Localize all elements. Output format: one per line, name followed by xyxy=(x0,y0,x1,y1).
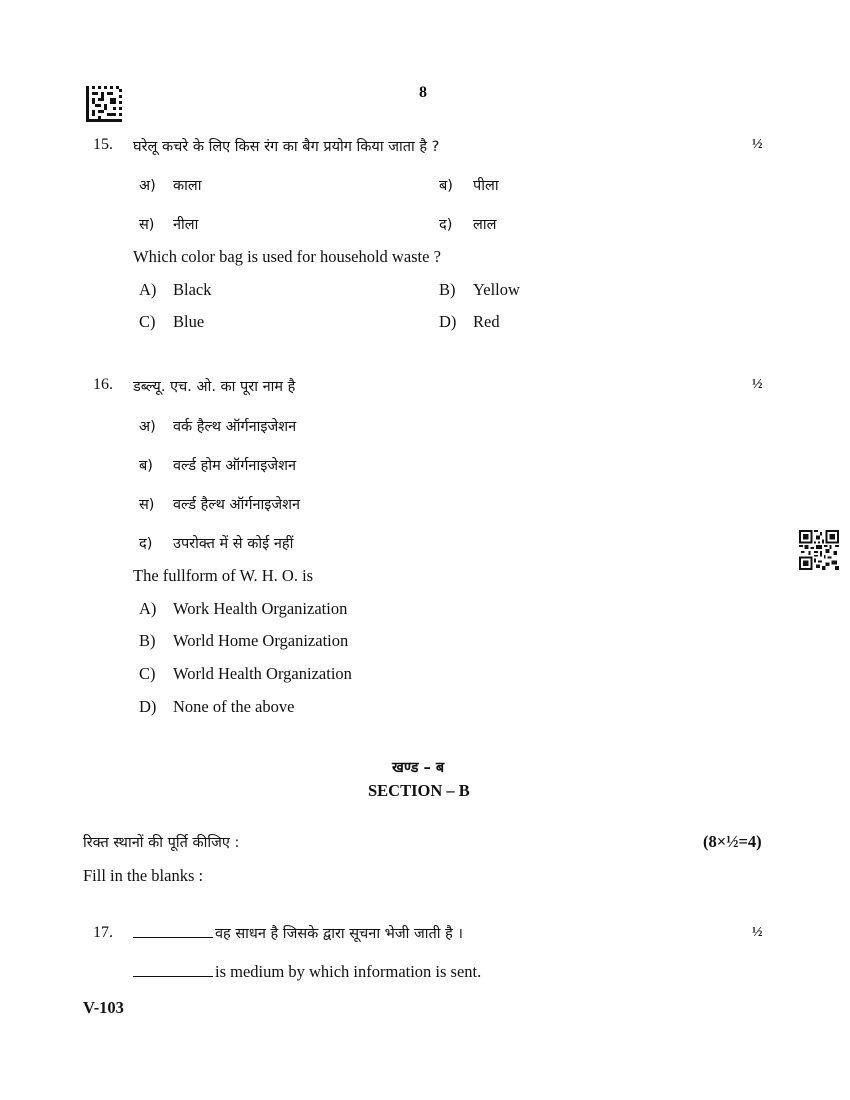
qr-code xyxy=(799,530,839,570)
option-text: Blue xyxy=(173,312,205,331)
option-english-c xyxy=(139,312,204,332)
option-english-b xyxy=(139,631,348,651)
option-text: World Health Organization xyxy=(173,664,352,683)
question-marks: ½ xyxy=(752,925,763,940)
option-label: ब) xyxy=(439,178,453,194)
option-label: अ) xyxy=(139,419,156,435)
option-label: द) xyxy=(439,217,453,233)
option-hindi-a xyxy=(139,416,296,436)
section-title-english: SECTION – B xyxy=(368,781,470,800)
option-text: वर्क हैल्थ ऑर्गनाइजेशन xyxy=(173,419,297,435)
option-english-d xyxy=(139,697,294,717)
option-label: D) xyxy=(139,697,157,716)
paper-code: V-103 xyxy=(83,998,124,1017)
fill-blank xyxy=(133,975,213,977)
question-text-english xyxy=(133,962,481,982)
option-text: वर्ल्ड होम ऑर्गनाइजेशन xyxy=(173,458,296,474)
option-label: द) xyxy=(139,536,153,552)
option-text: काला xyxy=(173,178,202,194)
option-text: लाल xyxy=(473,217,497,233)
option-text: Work Health Organization xyxy=(173,599,348,618)
option-english-c xyxy=(139,664,352,684)
section-marks: (8×½=4) xyxy=(703,832,762,851)
option-label: स) xyxy=(139,217,155,233)
option-label: B) xyxy=(439,280,456,299)
option-label: B) xyxy=(139,631,156,650)
option-hindi-d xyxy=(439,214,496,234)
option-hindi-c xyxy=(139,494,300,514)
option-label: C) xyxy=(139,312,156,331)
question-marks: ½ xyxy=(752,377,763,392)
option-text: Red xyxy=(473,312,500,331)
question-text-hindi xyxy=(133,923,463,943)
option-label: A) xyxy=(139,280,157,299)
option-label: अ) xyxy=(139,178,156,194)
option-english-d xyxy=(439,312,500,332)
option-label: D) xyxy=(439,312,457,331)
option-english-a xyxy=(139,599,347,619)
option-english-b xyxy=(439,280,520,300)
option-hindi-b xyxy=(439,175,499,195)
question-number: 15. xyxy=(93,136,113,153)
section-instruction-hindi: रिक्त स्थानों की पूर्ति कीजिए : xyxy=(83,835,240,851)
option-label: स) xyxy=(139,497,155,513)
question-number: 16. xyxy=(93,376,113,393)
option-text: उपरोक्त में से कोई नहीं xyxy=(173,536,294,552)
question-marks: ½ xyxy=(752,137,763,152)
question-text: is medium by which information is sent. xyxy=(215,962,482,981)
fill-blank xyxy=(133,936,213,938)
option-text: Black xyxy=(173,280,212,299)
question-number: 17. xyxy=(93,924,113,941)
option-hindi-d xyxy=(139,533,293,553)
option-label: C) xyxy=(139,664,156,683)
option-text: नीला xyxy=(173,217,199,233)
question-text-english: The fullform of W. H. O. is xyxy=(133,566,314,585)
option-text: World Home Organization xyxy=(173,631,349,650)
option-label: ब) xyxy=(139,458,153,474)
option-text: Yellow xyxy=(473,280,520,299)
option-label: A) xyxy=(139,599,157,618)
option-hindi-b xyxy=(139,455,296,475)
datamatrix-code xyxy=(86,86,122,122)
question-text-hindi: घरेलू कचरे के लिए किस रंग का बैग प्रयोग किया जाता है ? xyxy=(133,139,440,155)
section-instruction-english: Fill in the blanks : xyxy=(83,866,204,885)
question-text-english: Which color bag is used for household waste ? xyxy=(133,247,441,266)
option-text: पीला xyxy=(473,178,499,194)
section-title-hindi: खण्ड – ब xyxy=(392,760,445,776)
page-number: 8 xyxy=(419,84,427,101)
option-hindi-a xyxy=(139,175,201,195)
question-text-hindi: डब्ल्यू. एच. ओ. का पूरा नाम है xyxy=(133,379,296,395)
option-text: None of the above xyxy=(173,697,295,716)
option-english-a xyxy=(139,280,212,300)
question-text: वह साधन है जिसके द्वारा सूचना भेजी जाती है । xyxy=(215,926,463,942)
option-hindi-c xyxy=(139,214,198,234)
option-text: वर्ल्ड हैल्थ ऑर्गनाइजेशन xyxy=(173,497,301,513)
